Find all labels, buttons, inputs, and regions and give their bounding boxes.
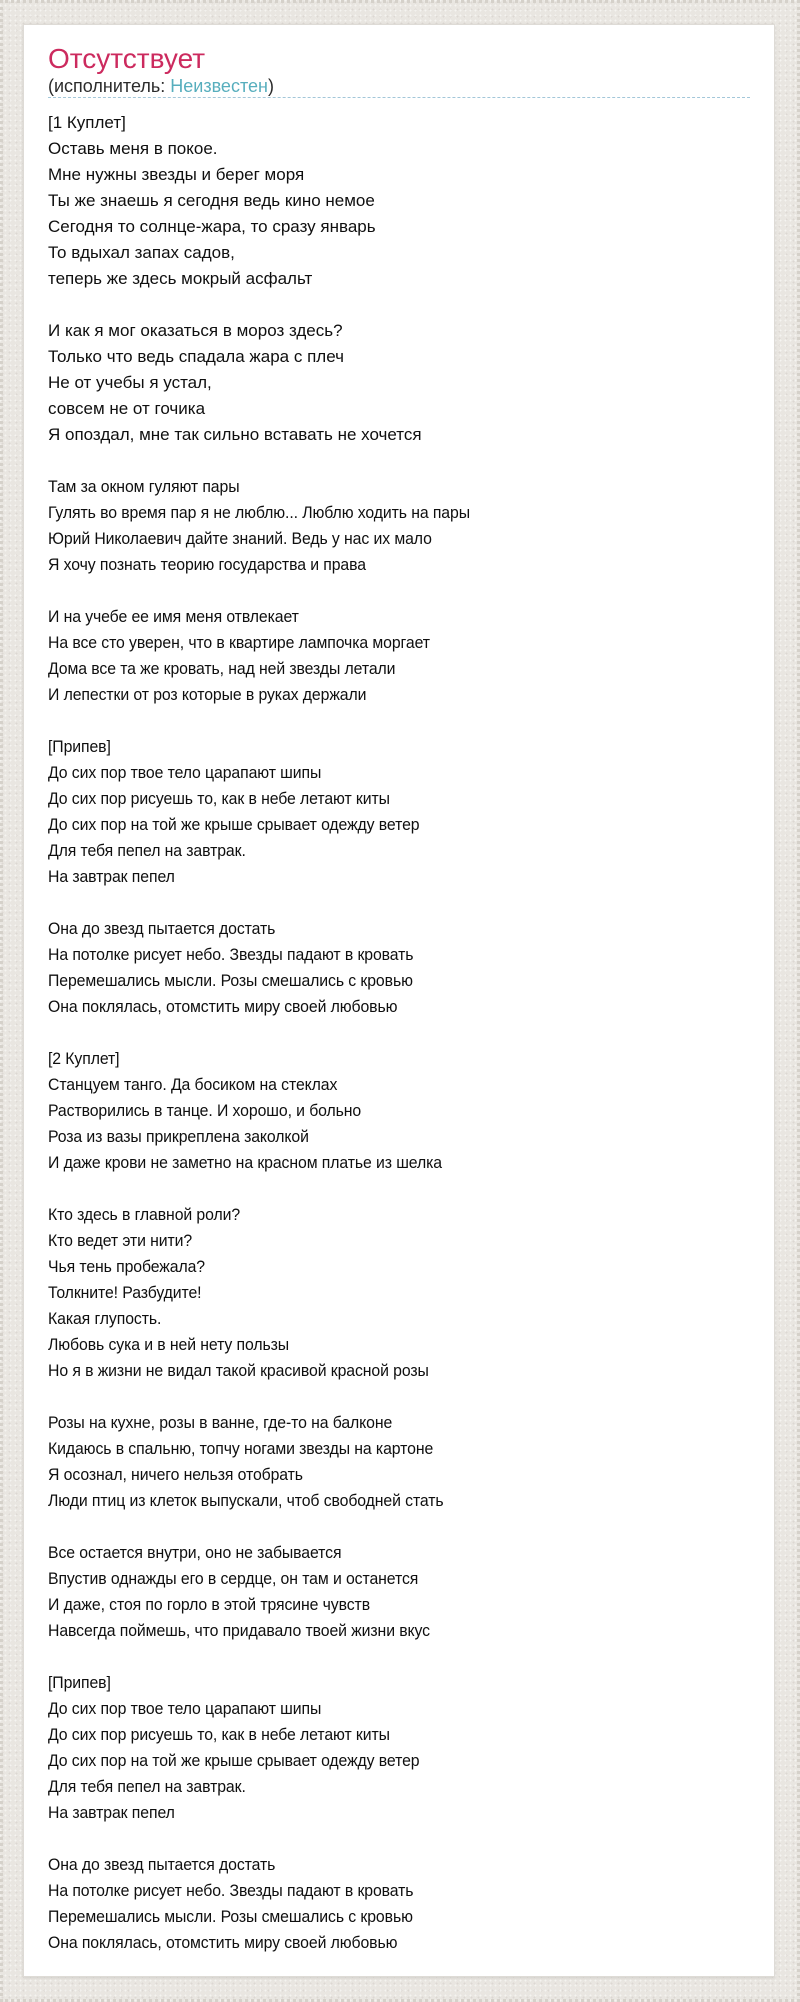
lyric-stanza	[48, 1410, 750, 1514]
lyric-stanza	[48, 474, 750, 578]
lyric-line: Перемешались мысли. Розы смешались с кровью	[48, 1907, 413, 1926]
lyric-line: Оставь меня в покое.	[48, 139, 218, 158]
song-title: Отсутствует	[48, 43, 206, 74]
lyric-stanza	[48, 1670, 750, 1826]
lyric-line: До сих пор рисуешь то, как в небе летают киты	[48, 1725, 390, 1744]
lyric-line: И даже, стоя по горло в этой трясине чувств	[48, 1595, 371, 1614]
lyric-stanza	[48, 734, 750, 890]
lyric-line: До сих пор на той же крыше срывает одежду ветер	[48, 815, 420, 834]
lyric-line: Для тебя пепел на завтрак.	[48, 841, 246, 860]
lyric-line: На завтрак пепел	[48, 867, 175, 886]
lyric-line: Кто здесь в главной роли?	[48, 1205, 241, 1224]
lyric-line: Какая глупость.	[48, 1309, 162, 1328]
lyric-line: Розы на кухне, розы в ванне, где-то на балконе	[48, 1413, 393, 1432]
lyric-line: До сих пор твое тело царапают шипы	[48, 1699, 322, 1718]
lyric-stanza	[48, 1540, 750, 1644]
lyric-line: Растворились в танце. И хорошо, и больно	[48, 1101, 362, 1120]
lyric-line: Роза из вазы прикреплена заколкой	[48, 1127, 309, 1146]
lyric-line: Она до звезд пытается достать	[48, 1855, 276, 1874]
lyric-line: И как я мог оказаться в мороз здесь?	[48, 321, 343, 340]
lyric-line: Но я в жизни не видал такой красивой красной розы	[48, 1361, 429, 1380]
lyrics-text	[48, 110, 750, 1956]
lyric-line: Мне нужны звезды и берег моря	[48, 165, 305, 184]
lyric-line: Юрий Николаевич дайте знаний. Ведь у нас их мало	[48, 529, 432, 548]
lyric-line: Кидаюсь в спальню, топчу ногами звезды на картоне	[48, 1439, 434, 1458]
lyric-stanza	[48, 1202, 750, 1384]
lyric-line: Кто ведет эти нити?	[48, 1231, 193, 1250]
lyric-line: На все сто уверен, что в квартире лампочка моргает	[48, 633, 430, 652]
lyric-line: Навсегда поймешь, что придавало твоей жизни вкус	[48, 1621, 430, 1640]
lyric-line: Толкните! Разбудите!	[48, 1283, 202, 1302]
artist-suffix-label: )	[267, 76, 274, 96]
lyric-line: совсем не от гочика	[48, 399, 206, 418]
lyric-stanza	[48, 1852, 750, 1956]
lyrics-card	[23, 24, 775, 1977]
lyric-line: [Припев]	[48, 1673, 111, 1692]
lyric-line: Она до звезд пытается достать	[48, 919, 276, 938]
lyric-stanza	[48, 916, 750, 1020]
artist-link[interactable]: Неизвестен	[170, 76, 268, 96]
lyric-stanza	[48, 318, 750, 448]
lyric-line: Для тебя пепел на завтрак.	[48, 1777, 246, 1796]
lyric-line: Только что ведь спадала жара с плеч	[48, 347, 344, 366]
lyric-line: До сих пор рисуешь то, как в небе летают киты	[48, 789, 390, 808]
lyric-line: И лепестки от роз которые в руках держали	[48, 685, 367, 704]
lyric-stanza	[48, 604, 750, 708]
lyric-line: Она поклялась, отомстить миру своей любовью	[48, 1933, 398, 1952]
lyric-line: [1 Куплет]	[48, 113, 126, 132]
lyric-line: Сегодня то солнце-жара, то сразу январь	[48, 217, 376, 236]
lyric-line: До сих пор твое тело царапают шипы	[48, 763, 322, 782]
lyric-line: И на учебе ее имя меня отвлекает	[48, 607, 299, 626]
lyric-line: Любовь сука и в ней нету пользы	[48, 1335, 290, 1354]
lyric-line: Чья тень пробежала?	[48, 1257, 206, 1276]
lyric-line: На потолке рисует небо. Звезды падают в кровать	[48, 945, 414, 964]
lyric-line: Дома все та же кровать, над ней звезды летали	[48, 659, 396, 678]
artist-prefix-label: (исполнитель:	[48, 76, 171, 96]
lyric-line: Все остается внутри, оно не забывается	[48, 1543, 342, 1562]
lyric-line: Впустив однажды его в сердце, он там и останется	[48, 1569, 419, 1588]
song-header	[48, 43, 750, 98]
lyric-line: То вдыхал запах садов,	[48, 243, 235, 262]
artist-line	[48, 75, 750, 97]
lyric-line: До сих пор на той же крыше срывает одежду ветер	[48, 1751, 420, 1770]
lyric-line: Там за окном гуляют пары	[48, 477, 240, 496]
lyric-line: Она поклялась, отомстить миру своей любовью	[48, 997, 398, 1016]
lyric-line: [2 Куплет]	[48, 1049, 120, 1068]
lyric-line: Гулять во время пар я не люблю... Люблю ходить на пары	[48, 503, 470, 522]
lyric-line: [Припев]	[48, 737, 111, 756]
lyric-line: теперь же здесь мокрый асфальт	[48, 269, 313, 288]
lyric-line: Станцуем танго. Да босиком на стеклах	[48, 1075, 338, 1094]
lyric-stanza	[48, 110, 750, 292]
lyric-stanza	[48, 1046, 750, 1176]
lyric-line: Ты же знаешь я сегодня ведь кино немое	[48, 191, 375, 210]
lyric-line: На потолке рисует небо. Звезды падают в кровать	[48, 1881, 414, 1900]
lyric-line: И даже крови не заметно на красном платье из шелка	[48, 1153, 442, 1172]
lyric-line: Я опоздал, мне так сильно вставать не хочется	[48, 425, 422, 444]
lyric-line: Не от учебы я устал,	[48, 373, 212, 392]
lyric-line: Я хочу познать теорию государства и права	[48, 555, 366, 574]
lyric-line: Перемешались мысли. Розы смешались с кровью	[48, 971, 413, 990]
lyric-line: Люди птиц из клеток выпускали, чтоб свободней стать	[48, 1491, 444, 1510]
lyric-line: Я осознал, ничего нельзя отобрать	[48, 1465, 303, 1484]
lyric-line: На завтрак пепел	[48, 1803, 175, 1822]
